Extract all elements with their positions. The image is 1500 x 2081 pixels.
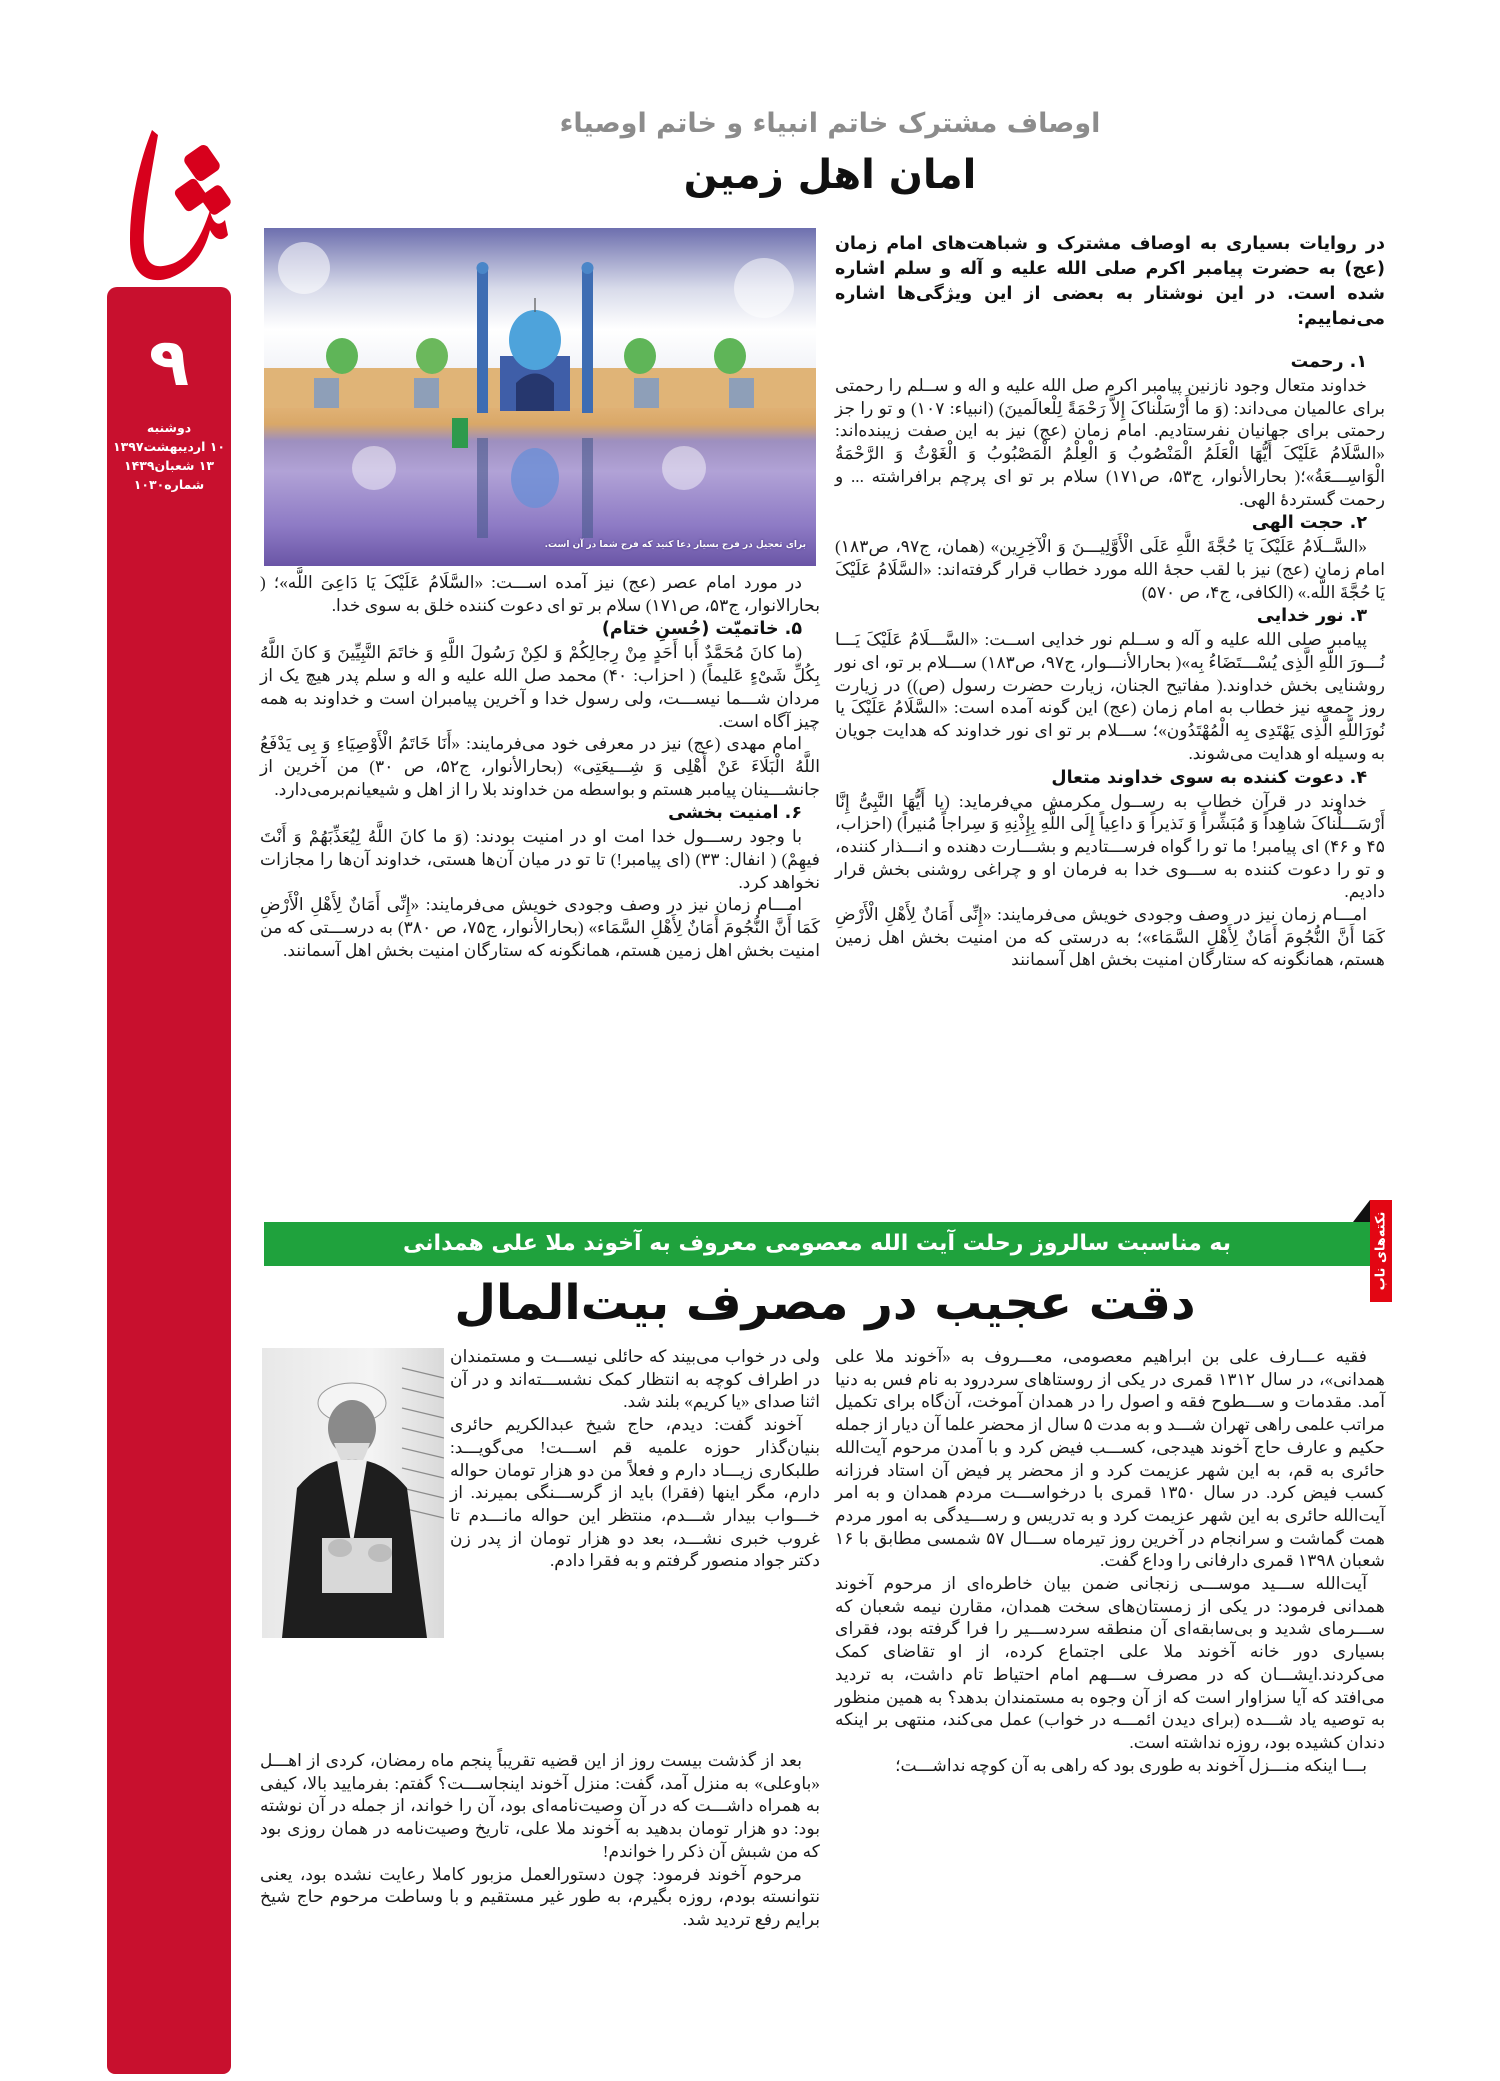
- section-tag-corner: [1353, 1200, 1370, 1222]
- jamkaran-mosque-illustration: [264, 228, 816, 566]
- paragraph: امام مهدی (عج) نیز در معرفی خود می‌فرمایند: «أَنَا خَاتَمُ الْأَوْصِیَاءِ وَ بِی یَدْفَعُ اللَّهُ الْبَلَاءَ عَنْ أَهْلِی وَ شِـــیعَتِی» (بحارالأنوار، ج۵۲، ص ۳۰) من آخرین از جانشـــینان پیامبر هستم و بواسطه من خداوند بلا را از اهل و شیعیانم‌برمی‌دارد.: [260, 734, 820, 799]
- article1-headline: امان اهل زمین: [683, 152, 977, 198]
- paragraph: آخوند گفت: دیدم، حاج شیخ عبدالکریم حائری بنیان‌گذار حوزه علمیه قم اســـت! می‌گویـــد: طلبکاری زیـــاد دارم و فعلاً من دو هزار تومان حواله دارم، مگر اینها (فقرا) باید از گرســـنگی بمیرند. از خـــواب بیدار شـــدم، منتظر این حواله مانـــدم تا غروب خبری نشـــد، بعد دو هزار تومان از پدر زن دکتر جواد منصور گرفتم و به فقرا دادم.: [450, 1415, 820, 1571]
- section-tag: [1370, 1200, 1392, 1302]
- article1-kicker: اوصاف مشترک خاتم انبیاء و خاتم اوصیاء: [559, 108, 1101, 139]
- article2-headline: دقت عجیب در مصرف بیت‌المال: [454, 1275, 1196, 1331]
- section-heading-finality: ۵. خاتمیّت (حُسنِ ختام): [601, 619, 802, 640]
- paragraph: پیامبر صلی الله علیه و آله و ســلم نور خدایی اســت: «السَّـــلَامُ عَلَیْکَ یَـــا نُـــورَ اللَّهِ الَّذِی یُسْـــتَضَاءُ بِه»( بحارالأنـــوار، ج۹۷، ص۱۸۳) ســـلام بر تو، ای نور روشنایی بخش خداوند.( مفاتیح الجنان، زیارت حضرت رسول (ص)) در زیارت روز جمعه نیز خطاب به امام زمان (عج) این گونه آمده است: «السَّلَامُ عَلَیْکَ یا نُورَاللَّهِ الَّذِی یَهْتَدِی بِه الْمُهْتَدُون»؛ ســـلام بر تو ای نور خداوند که هدایت جویان به وسیله او هدایت می‌شوند.: [835, 630, 1386, 763]
- akhund-portrait-photo: [262, 1348, 444, 1638]
- section-heading-inviter: ۴. دعوت کننده به سوی خداوند متعال: [1051, 767, 1367, 788]
- paragraph: ولی در خواب می‌بیند که حائلی نیســـت و مستمندان در اطراف کوچه به انتظار کمک نشســـته‌اند و در آن اثنا صدای «یا کریم» بلند شد.: [450, 1347, 820, 1412]
- section-tag-label: نکته‌های ناب: [1373, 1211, 1389, 1291]
- section-heading-divine-proof: ۲. حجت الهی: [1251, 513, 1367, 534]
- section-heading-mercy: ۱. رحمت: [1290, 352, 1367, 372]
- issue-number: شماره۱۰۳۰: [133, 477, 205, 492]
- portrait-illustration: [262, 1348, 444, 1638]
- paragraph: آیت‌الله ســـید موســـی زنجانی ضمن بیان خاطره‌ای از مرحوم آخوند همدانی فرمود: در یکی از زمستان‌های سخت همدان، مقارن نیمه شعبان که ســـرمای شدید و بی‌سابقه‌ای آن منطقه سردســـیر را فرا گرفته بود، فقرای بسیاری دور خانه آخوند ملا علی اجتماع کرده، از او تقاضای کمک می‌کردند.ایشـــان که در مصرف ســـهم امام احتیاط تام داشت، به تردید می‌افتد که آیا سزاوار است که از آن وجوه به مستمندان بدهد؟ به همین منظور به توصیه یاد شـــده (برای دیدن ائمـــه در خواب) عمل می‌کند، منتهی بر اینکه دندان کشیده بود، روزه نداشته است.: [835, 1574, 1385, 1752]
- page-number: ۹: [148, 324, 190, 401]
- section-heading-security: ۶. امنیت بخشی: [668, 803, 802, 824]
- article2-middle-column: [450, 1346, 820, 1573]
- paragraph: در مورد امام عصر (عج) نیز آمده اســـت: «السَّلَامُ عَلَیْکَ یَا دَاعِیَ اللَّه»؛ ( بحارالانوار، ج۵۳، ص۱۷۱) سلام بر تو ای دعوت کننده خلق به سوی خدا.: [260, 573, 820, 615]
- mosque-photo: [264, 228, 816, 566]
- paragraph: فقیه عـــارف علی بن ابراهیم معصومی، معـــروف به «آخوند ملا علی همدانی»، در سال ۱۳۱۲ قمری در یکی از روستاهای سردرود به نام فس به دنیا آمد. مقدمات و ســـطوح فقه و اصول را در همدان آموخت، آن‌گاه برای تکمیل مراتب علمی راهی تهران شـــد و به مدت ۵ سال از محضر علما آن دیار از جمله حکیم و عارف حاج آخوند هیدجی، کســـب فیض کرد و با آمدن مرحوم آیت‌الله حائری به قم، به این شهر عزیمت کرد و از محضر پر فیض آن استاد فرزانه کسب فیض کرد. در سال ۱۳۵۰ قمری با درخواســـت مردم همدان و به امر آیت‌الله حائری به این شهر عزیمت کرد و به تدریس و رســـیدگی به امور مردم همت گماشت و سرانجام در آخرین روز تیرماه ســـال ۵۷ شمسی مطابق با ۱۶ شعبان ۱۳۹۸ قمری دارفانی را وداع گفت.: [835, 1347, 1385, 1571]
- paragraph: خداوند متعال وجود نازنین پیامبر اکرم صل الله علیه و اله و ســلم را رحمتی برای عالمیان می‌داند: (وَ ما أَرْسَلْناکَ إِلاَّ رَحْمَةً لِلْعالَمینَ) (انبیاء: ۱۰۷) و تو را جز رحمتی برای جهانیان نفرستادیم. امام زمان (عج) نیز به این صفت زیبنده‌اند: «السَّلَامُ عَلَیْکَ أَیُّهَا الْعَلَمُ الْمَنْصُوبُ وَ الْعِلْمُ الْمَصْبُوبُ وَ الْغَوْثُ وَ الرَّحْمَةُ الْوَاسِـــعَةُ»؛( بحارالأنوار، ج۵۳، ص۱۷۱) سلام بر تو ای پرچم برافراشته ... و رحمت گستردۀ الهی.: [835, 376, 1386, 509]
- article2-left-column: [260, 1750, 820, 1932]
- paragraph: امـــام زمان نیز در وصف وجودی خویش می‌فرمایند: «إِنِّی أَمَانٌ لِأَهْلِ الْأَرْضِ کَمَا أَنَّ النُّجُومَ أَمَانٌ لِأَهْلِ السَّمَاء»؛ به درستی که من امنیت بخش اهل زمین هستم، همانگونه که ستارگان امنیت بخش اهل آسمانند: [835, 905, 1385, 970]
- paragraph: بعد از گذشت بیست روز از این قضیه تقریباً پنجم ماه رمضان، کردی از اهـــل «باوعلی» به منزل آمد، گفت: منزل آخوند اینجاســـت؟ گفتم: بفرمایید بالا، کیفی به همراه داشـــت که در آن وصیت‌نامه‌ای بود، آن را خواند، از جمله در آن نوشته بود: دو هزار تومان بدهید به آخوند ملا علی، تاریخ وصیت‌نامه در همان روزی بود که من شبش آن ذکر را خواندم!: [260, 1751, 820, 1861]
- photo-caption: برای تعجیل در فرج بسیار دعا کنید که فرج شما در آن است.: [544, 540, 806, 550]
- article1-right-column: [835, 350, 1385, 972]
- paragraph: «السَّــلَامُ عَلَیْکَ یَا حُجَّةَ اللَّهِ عَلَی الْأَوَّلِیـــنَ وَ الْآخِرِین» (همان، ج۹۷، ص۱۸۳) امام زمان (عج) نیز با لقب حجۀ الله مورد خطاب قرار گرفته‌اند: «السَّلَامُ عَلَیْکَ یَا حُجَّةَ اللَّه.» (الکافی، ج۴، ص ۵۷۰): [835, 537, 1385, 602]
- issue-info: [107, 418, 231, 494]
- weekday: دوشنبه: [146, 420, 192, 435]
- article2-right-column: [835, 1346, 1385, 1777]
- paragraph: مرحوم آخوند فرمود: چون دستورالعمل مزبور کاملا رعایت نشده بود، یعنی نتوانسته بودم، روزه بگیرم، به طور غیر مستقیم و با وساطت مرحوم حاج شیخ برایم رفع تردید شد.: [260, 1864, 820, 1929]
- newspaper-logo: [100, 90, 240, 290]
- section-heading-divine-light: ۳. نور خدایی: [1256, 606, 1367, 627]
- article2-banner: به مناسبت سالروز رحلت آیت الله معصومی معروف به آخوند ملا علی همدانی: [264, 1222, 1370, 1266]
- paragraph: با وجود رســـول خدا امت او در امنیت بودند: (وَ ما کانَ اللَّهُ لِیُعَذِّبَهُمْ وَ أَنْتَ فیهِمْ) ( انفال: ۳۳) (ای پیامبر!) تا تو در میان آن‌ها هستی، خداوند آن‌ها را مجازات نخواهد کرد.: [260, 827, 821, 892]
- paragraph: بـــا اینکه منـــزل آخوند به طوری بود که راهی به آن کوچه نداشـــت؛: [895, 1755, 1367, 1775]
- paragraph: خداوند در قرآن خطاب به رســول مکرمش مي‌فرماید: (یا أَیُّهَا النَّبِیُّ إِنَّا أَرْسَـــلْناکَ شاهِداً وَ مُبَشِّراً وَ نَذیراً وَ داعِیاً إِلَی اللَّهِ بِإِذْنِهِ وَ سِراجاً مُنیراً) (احزاب، ۴۵ و ۴۶) ای پیامبر! ما تو را گواه فرســـتادیم و بشـــارت دهنده و انـــذار کننده، و تو را دعوت کننده به ســـوی خدا به فرمان او و چراغی روشنی بخش قرار دادیم.: [835, 791, 1385, 902]
- date-lunar: ۱۳ شعبان۱۴۳۹: [124, 458, 214, 473]
- paragraph: امـــام زمان نیز در وصف وجودی خویش می‌فرمایند: «إِنِّی أَمَانٌ لِأَهْلِ الْأَرْضِ کَمَا أَنَّ النُّجُومَ أَمَانٌ لِأَهْلِ السَّمَاء» (بحارالأنوار، ج۷۵، ص ۳۸۰) به درســـتی که من امنیت بخش اهل زمین هستم، همانگونه که ستارگان امنیت بخش اهل آسمانند.: [260, 895, 820, 960]
- date-solar: ۱۰ اردیبهشت۱۳۹۷: [112, 439, 226, 454]
- paragraph: (ما کانَ مُحَمَّدٌ أَبا أَحَدٍ مِنْ رِجالِکُمْ وَ لکِنْ رَسُولَ اللَّهِ وَ خاتَمَ النَّبِیِّینَ وَ کانَ اللَّهُ بِکُلِّ شَیْ‏ءٍ عَلیماً) ( احزاب: ۴۰) محمد صل الله علیه و اله و سلم پدر هیچ یک از مردان شـــما نیســـت، ولی رسول خدا و آخرین پیامبران است و خداوند به همه چیز آگاه است.: [260, 643, 820, 731]
- logo-calligraphy-icon: [100, 90, 240, 290]
- article1-left-column: [260, 572, 820, 963]
- page-side-band: [107, 287, 231, 2074]
- article1-lead: در روایات بسیاری به اوصاف مشترک و شباهت‌های امام زمان (عج) به حضرت پیامبر اکرم صلی الله علیه و آله و سلم اشاره شده است. در این نوشتار به بعضی از این ویژگی‌ها اشاره می‌نماییم:: [835, 234, 1385, 329]
